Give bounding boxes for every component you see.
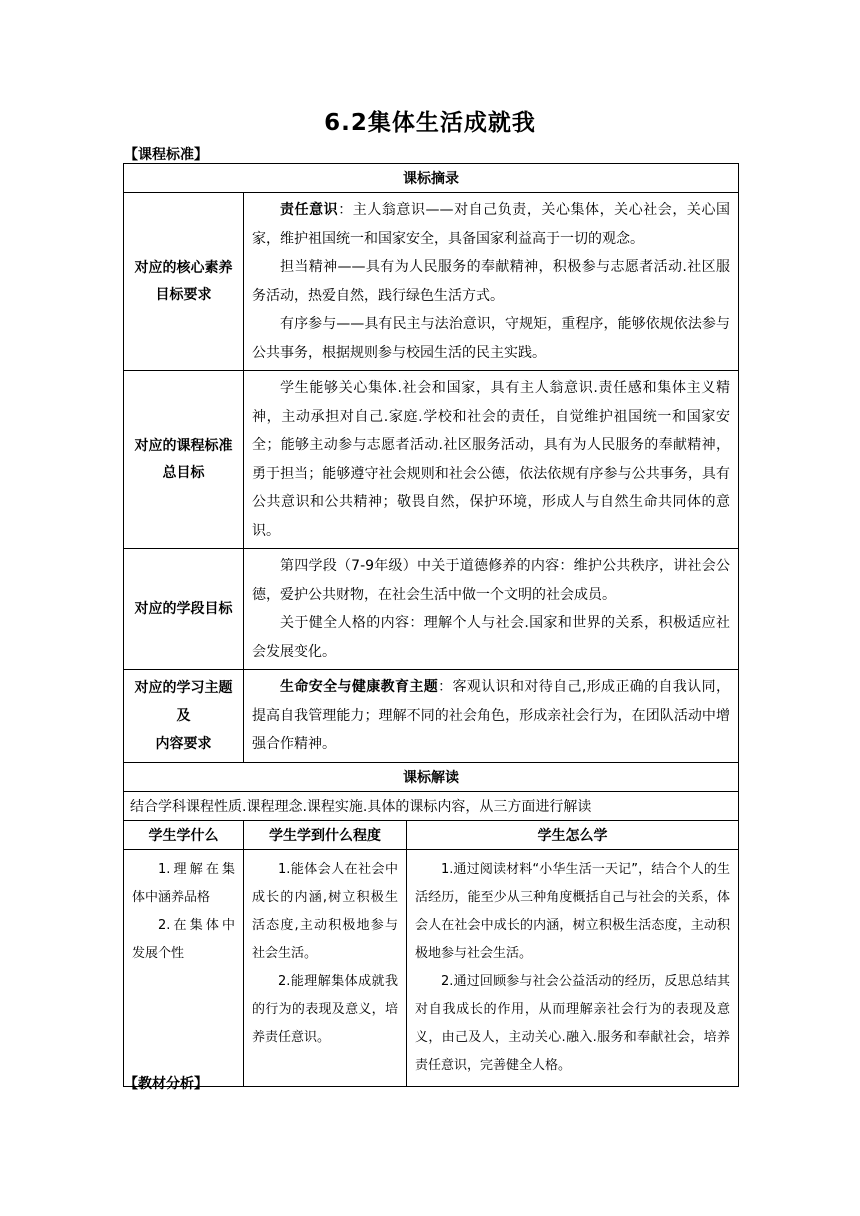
interpretation-intro: 结合学科课程性质.课程理念.课程实施.具体的课标内容，从三方面进行解读 — [124, 791, 739, 820]
table-row — [124, 371, 739, 549]
row-content: 第四学段（7-9年级）中关于道德修养的内容：维护公共秩序，讲社会公德，爱护公共财物，在社会生活中做一个文明的社会成员。 关于健全人格的内容：理解个人与社会.国家和世界的关系，积极适应社会发展变化。 — [244, 549, 739, 670]
table-row — [124, 193, 739, 371]
page-title: 6.2集体生活成就我 — [324, 110, 536, 136]
cell-what: 1.理解在集体中涵养品格 2.在集体中发展个性 — [124, 849, 244, 1086]
row-content: 学生能够关心集体.社会和国家，具有主人翁意识.责任感和集体主义精神，主动承担对自己.家庭.学校和社会的责任，自觉维护祖国统一和国家安全；能够主动参与志愿者活动.社区服务活动，具有为人民服务的奉献精神，勇于担当；能够遵守社会规则和社会公德，依法依规有序参与公共事务，具有公共意识和公共精神；敬畏自然，保护环境，形成人与自然生命共同体的意识。 — [244, 371, 739, 549]
table-row — [124, 670, 739, 763]
table-header-interpretation: 课标解读 — [124, 762, 739, 791]
row-content: 责任意识：主人翁意识——对自己负责，关心集体，关心社会，关心国家，维护祖国统一和国家安全，具备国家利益高于一切的观念。 担当精神——具有为人民服务的奉献精神，积极参与志愿者活动.社区服务活动，热爱自然，践行绿色生活方式。 有序参与——具有民主与法治意识，守规矩，重程序，能够依规依法参与公共事务，根据规则参与校园生活的民主实践。 — [244, 193, 739, 371]
cell-degree: 1.能体会人在社会中成长的内涵,树立积极生活态度,主动积极地参与社会生活。 2.能理解集体成就我的行为的表现及意义，培养责任意识。 — [244, 849, 407, 1086]
curriculum-standard-table — [123, 163, 739, 1087]
section-label-textbook-analysis: 【教材分析】 — [124, 1076, 208, 1092]
table-row — [124, 849, 739, 1086]
section-label-curriculum-standard: 【课程标准】 — [124, 147, 208, 163]
table-row — [124, 549, 739, 670]
row-label: 对应的学段目标 — [124, 549, 244, 670]
col-header-how: 学生怎么学 — [407, 820, 739, 849]
cell-how: 1.通过阅读材料“小华生活一天记”，结合个人的生活经历，能至少从三种角度概括自己与社会的关系，体会人在社会中成长的内涵，树立积极生活态度，主动积极地参与社会生活。 2.通过回顾参与社会公益活动的经历，反思总结其对自我成长的作用，从而理解亲社会行为的表现及意义，由己及人，主动关心.融入.服务和奉献社会，培养责任意识，完善健全人格。 — [407, 849, 739, 1086]
col-header-degree: 学生学到什么程度 — [244, 820, 407, 849]
row-content: 生命安全与健康教育主题：客观认识和对待自己,形成正确的自我认同，提高自我管理能力；理解不同的社会角色，形成亲社会行为，在团队活动中增强合作精神。 — [244, 670, 739, 763]
row-label: 对应的核心素养 目标要求 — [124, 193, 244, 371]
row-label: 对应的学习主题 及 内容要求 — [124, 670, 244, 763]
col-header-what: 学生学什么 — [124, 820, 244, 849]
row-label: 对应的课程标准 总目标 — [124, 371, 244, 549]
table-header-excerpt: 课标摘录 — [124, 164, 739, 193]
